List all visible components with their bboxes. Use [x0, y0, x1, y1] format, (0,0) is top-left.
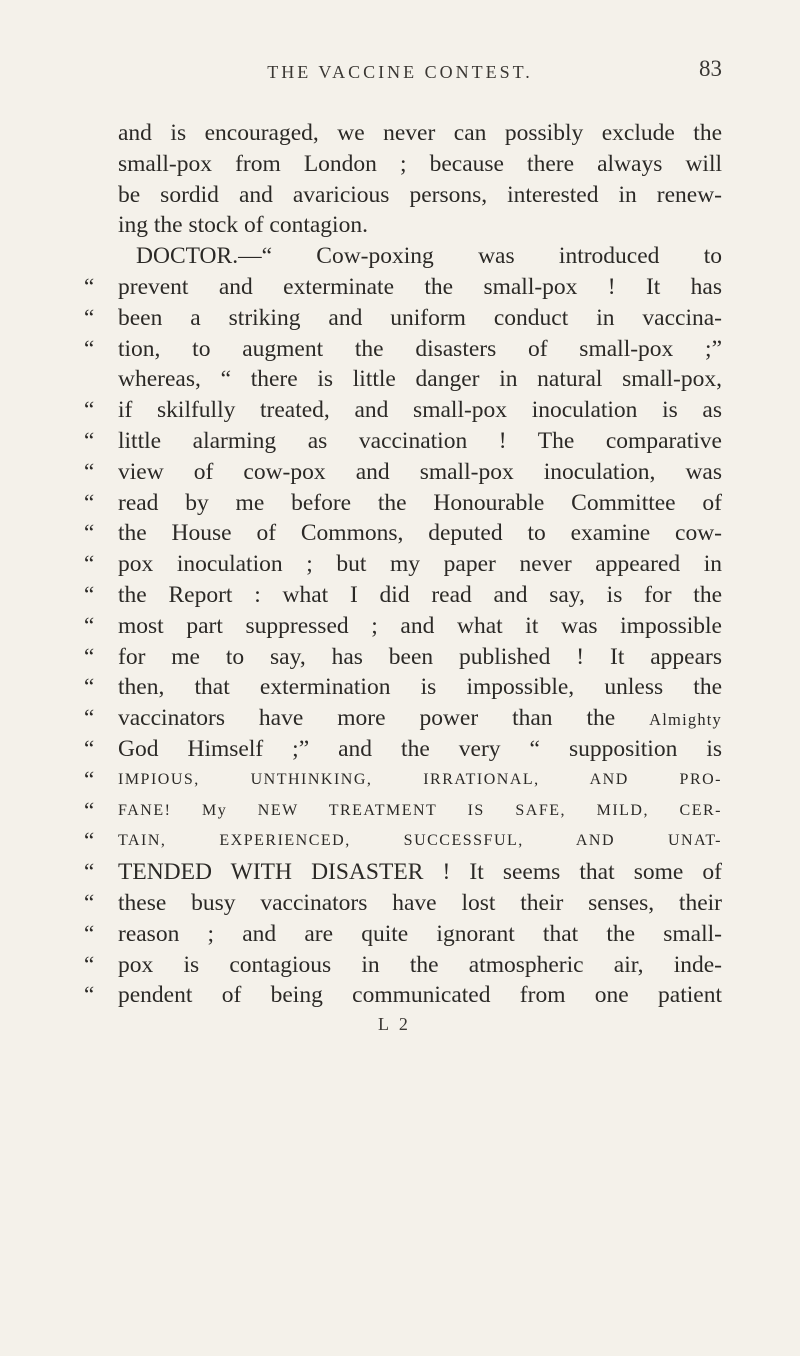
- text-line-19: “ then, that extermination is impossible, unless the: [84, 674, 722, 701]
- signature-mark: L 2: [378, 1014, 411, 1034]
- text-line-11: “ little alarming as vaccination ! The comparative: [84, 427, 722, 454]
- text-line-28: “ pox is contagious in the atmospheric air, inde-: [84, 951, 722, 978]
- text-line-15: “ pox inoculation ; but my paper never appeared in: [84, 551, 722, 578]
- body-text: [84, 118, 723, 1011]
- text-line-23: “ FANE! My NEW TREATMENT IS SAFE, MILD, CER-: [84, 797, 722, 823]
- text-line-1: and is encouraged, we never can possibly exclude the: [118, 120, 722, 146]
- text-line-21: “ God Himself ;” and the very “ supposition is: [84, 735, 722, 762]
- text-line-7: “ been a striking and uniform conduct in vaccina-: [84, 304, 722, 331]
- text-line-25: “ TENDED WITH DISASTER ! It seems that some of: [84, 859, 722, 886]
- text-line-20: “ vaccinators have more power than the Almighty: [84, 705, 723, 732]
- text-line-22: “ IMPIOUS, UNTHINKING, IRRATIONAL, AND PRO-: [84, 766, 722, 792]
- text-line-9: whereas, “ there is little danger in natural small-pox,: [118, 366, 722, 393]
- text-line-13: “ read by me before the Honourable Committee of: [84, 489, 722, 516]
- text-line-29: “ pendent of being communicated from one patient: [84, 982, 722, 1009]
- text-line-14: “ the House of Commons, deputed to examine cow-: [84, 520, 722, 547]
- running-title: THE VACCINE CONTEST.: [267, 62, 533, 82]
- text-line-8: “ tion, to augment the disasters of small-pox ;”: [84, 335, 722, 362]
- text-line-5: DOCTOR.—“ Cow-poxing was introduced to: [136, 243, 722, 270]
- text-line-26: “ these busy vaccinators have lost their senses, their: [84, 889, 722, 916]
- text-line-2: small-pox from London ; because there always will: [118, 150, 722, 177]
- text-line-12: “ view of cow-pox and small-pox inoculation, was: [84, 458, 722, 485]
- text-line-16: “ the Report : what I did read and say, is for the: [84, 581, 722, 608]
- text-line-10: “ if skilfully treated, and small-pox inoculation is as: [84, 397, 722, 424]
- running-head: [60, 56, 740, 92]
- text-line-17: “ most part suppressed ; and what it was impossible: [84, 612, 722, 639]
- text-line-24: “ TAIN, EXPERIENCED, SUCCESSFUL, AND UNAT-: [84, 828, 722, 854]
- text-line-18: “ for me to say, has been published ! It appears: [84, 643, 722, 670]
- text-line-27: “ reason ; and are quite ignorant that the small-: [84, 920, 722, 947]
- text-line-6: “ prevent and exterminate the small-pox ! It has: [84, 273, 722, 300]
- text-line-3: be sordid and avaricious persons, interested in renew-: [118, 181, 722, 208]
- page-number: 83: [699, 56, 722, 81]
- almighty-smallcaps: Almighty: [649, 710, 723, 730]
- text-line-4: ing the stock of contagion.: [118, 212, 368, 239]
